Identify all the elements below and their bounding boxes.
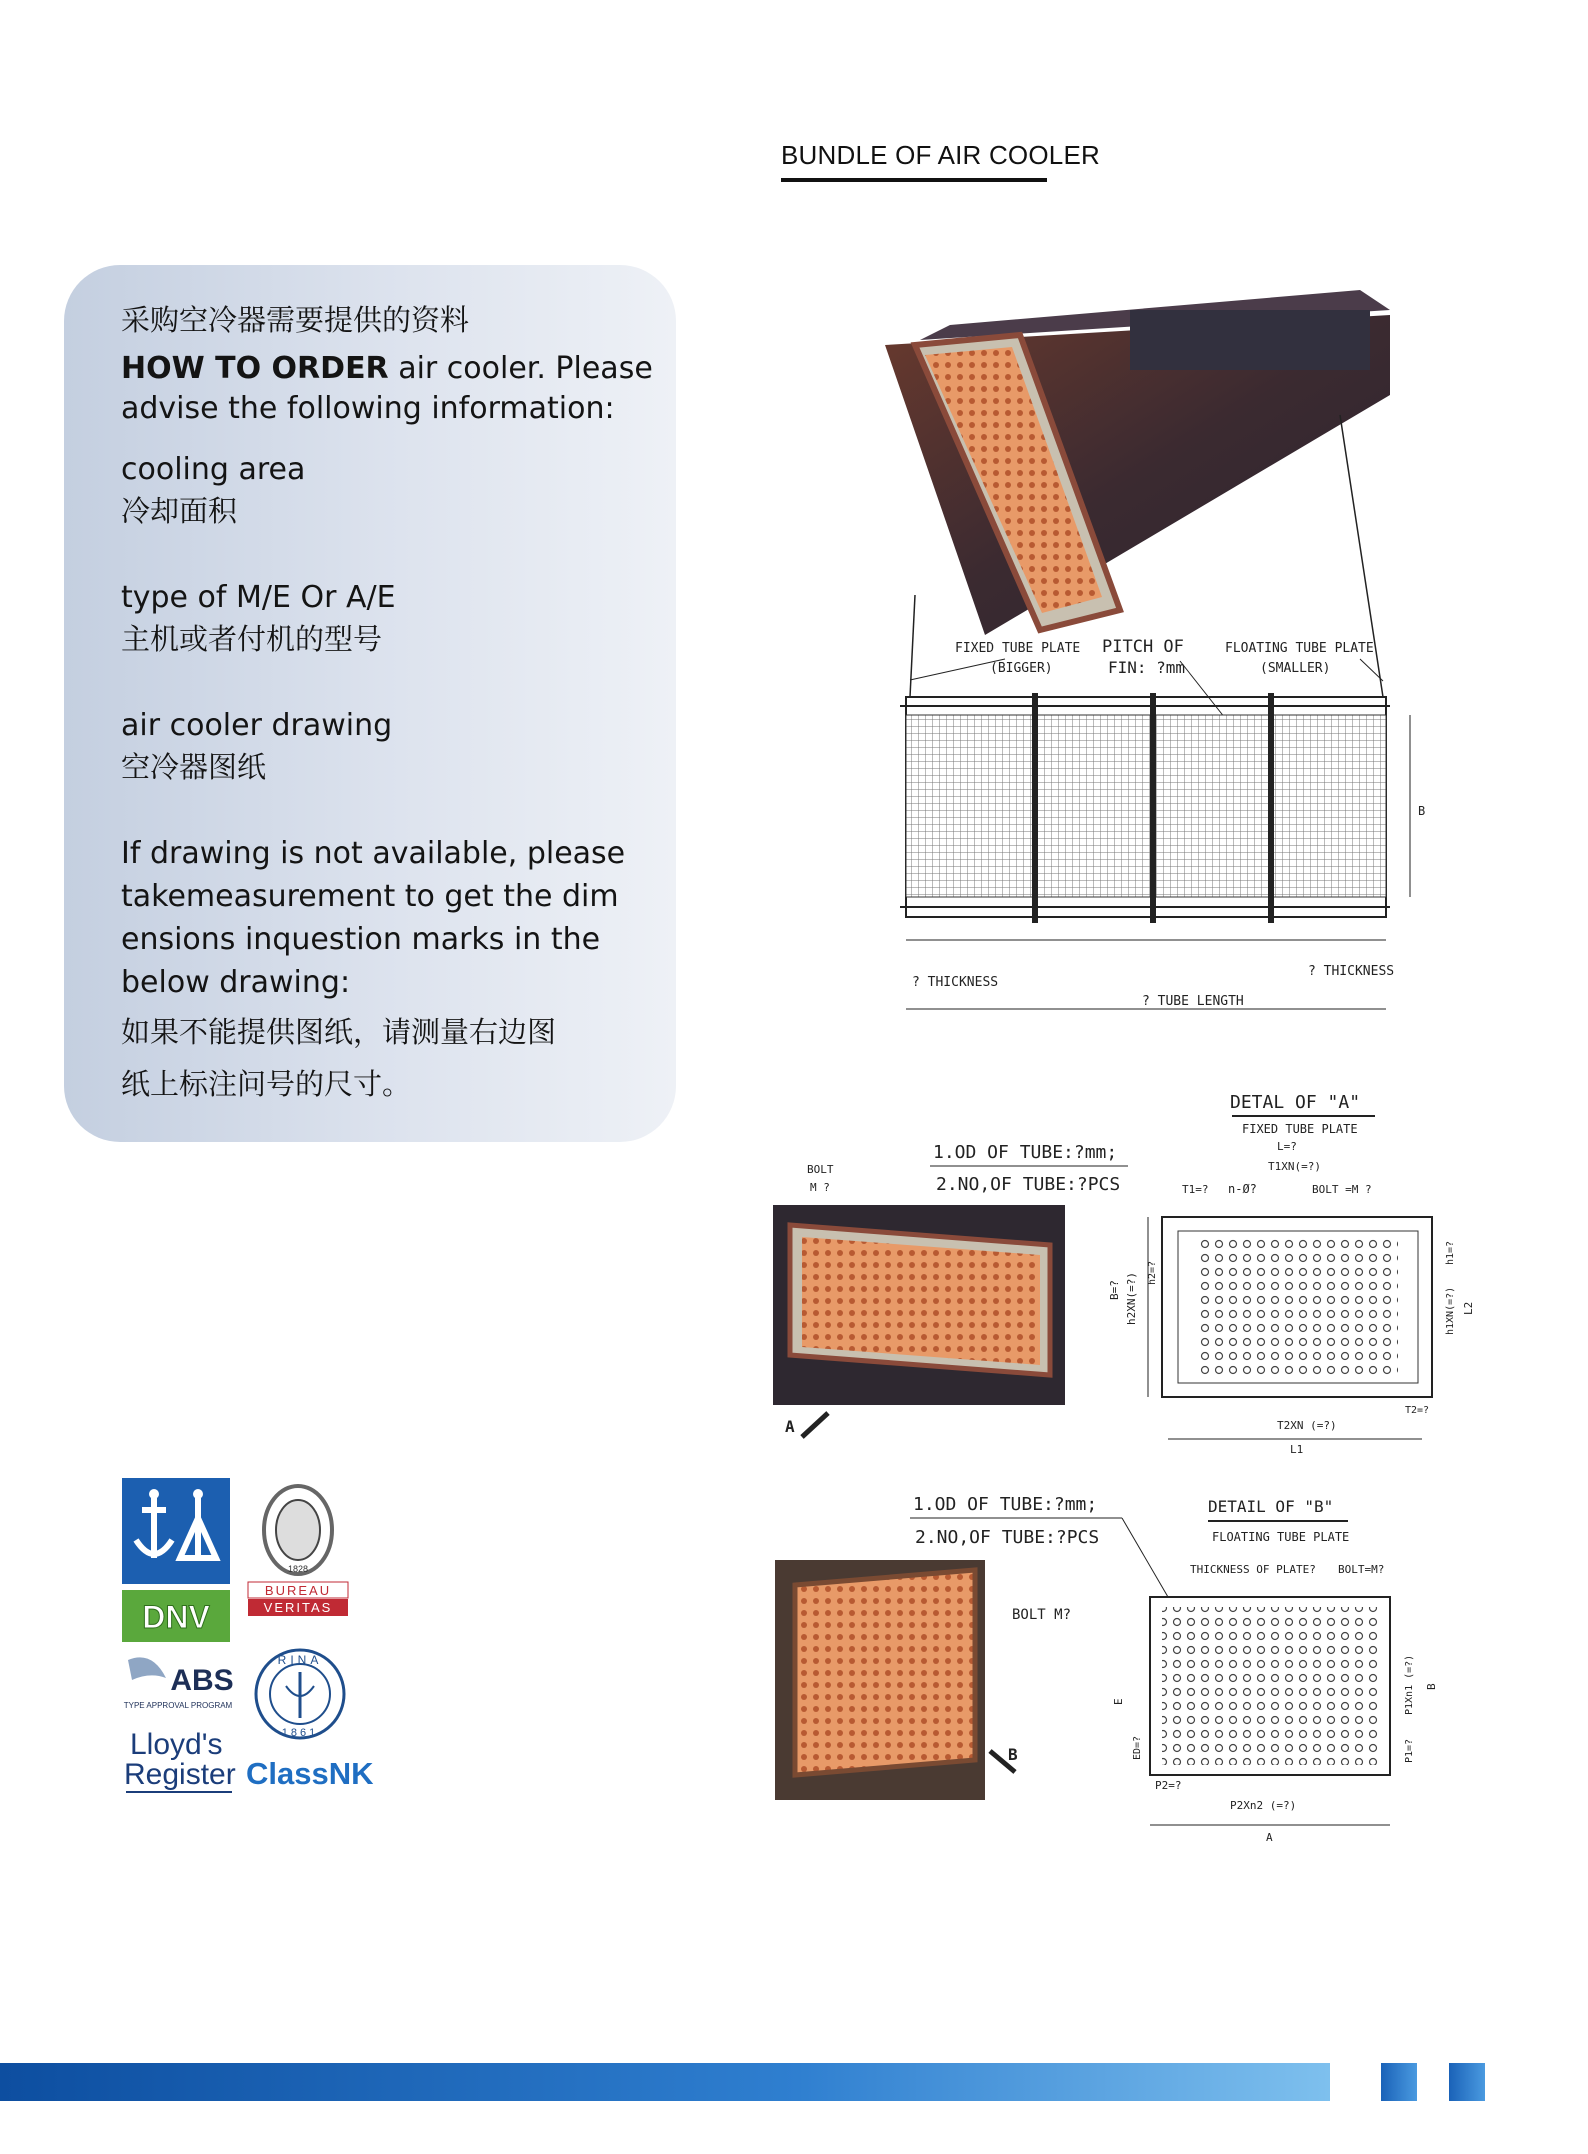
bv-top-text: BUREAU <box>264 1583 332 1598</box>
detail-b-e: E <box>1112 1698 1125 1705</box>
label-floating-plate-sub: (SMALLER) <box>1260 661 1331 676</box>
lloyds-text-1: Lloyd's <box>130 1728 223 1761</box>
detail-a-od: 1.OD OF TUBE:?mm; <box>933 1142 1118 1163</box>
footer-square-1 <box>1381 2063 1417 2101</box>
item-engine-type-zh: 主机或者付机的型号 <box>121 622 383 656</box>
detail-a-title: DETAL OF "A" <box>1230 1092 1361 1113</box>
detail-b-od: 1.OD OF TUBE:?mm; <box>913 1494 1098 1515</box>
detail-b-subtitle: FLOATING TUBE PLATE <box>1212 1530 1350 1544</box>
ordering-info-panel <box>64 265 676 1142</box>
classnk-text: ClassNK <box>246 1756 374 1791</box>
cooler-bundle-photo <box>885 290 1390 635</box>
dim-b: B <box>1418 804 1426 818</box>
note-en-line-1: If drawing is not available, please <box>121 836 626 871</box>
footer-bar <box>0 2063 1330 2101</box>
detail-a-t2xn: T2XN (=?) <box>1277 1419 1337 1432</box>
detail-a-h2: h2=? <box>1147 1260 1158 1285</box>
detail-b <box>775 1494 1438 1844</box>
detail-b-no: 2.NO,OF TUBE:?PCS <box>915 1527 1100 1548</box>
note-en-line-4: below drawing: <box>121 965 351 1000</box>
detail-a-h1: h1=? <box>1445 1240 1456 1265</box>
label-floating-plate: FLOATING TUBE PLATE <box>1225 641 1374 656</box>
label-tube-length: ? TUBE LENGTH <box>1142 994 1244 1009</box>
detail-b-p1: P1=? <box>1404 1738 1415 1763</box>
note-en-line-2: takemeasurement to get the dim <box>121 879 619 914</box>
detail-a-h2xn: h2XN(=?) <box>1125 1272 1138 1325</box>
dnv-logo <box>122 1590 230 1642</box>
detail-a-t1: T1=? <box>1182 1183 1209 1196</box>
bv-year: 1828 <box>287 1564 309 1574</box>
rina-text: RINA <box>277 1653 323 1667</box>
bundle-section-drawing <box>900 637 1425 1009</box>
item-cooling-area-zh: 冷却面积 <box>121 494 238 528</box>
label-fixed-plate: FIXED TUBE PLATE <box>955 641 1081 656</box>
label-pitch: PITCH OF <box>1102 637 1184 657</box>
bv-bottom-text: VERITAS <box>263 1600 333 1615</box>
rina-logo <box>252 1646 348 1742</box>
class-society-logos <box>122 1478 374 1808</box>
bureau-veritas-logo <box>246 1478 350 1618</box>
detail-a-h1xn: h1XN(=?) <box>1445 1286 1456 1335</box>
how-to-order-rest: air cooler. Please <box>388 351 653 386</box>
detail-b-arrow-label: B <box>1008 1745 1018 1764</box>
note-zh-line-1: 如果不能提供图纸，请测量右边图 <box>121 1015 557 1049</box>
item-drawing-zh: 空冷器图纸 <box>121 750 267 784</box>
detail-a-b: B=? <box>1108 1280 1121 1300</box>
detail-b-ed: ED=? <box>1132 1735 1143 1760</box>
dnv-text: DNV <box>142 1599 210 1635</box>
detail-a-bolt-m: M ? <box>810 1181 830 1194</box>
label-thickness-right: ? THICKNESS <box>1308 964 1395 979</box>
footer-square-2 <box>1449 2063 1485 2101</box>
how-to-order-line <box>121 349 653 390</box>
title-underline <box>781 178 1047 182</box>
label-pitch-sub: FIN: ?mm <box>1108 658 1186 677</box>
detail-a-bolt: BOLT <box>807 1163 834 1176</box>
detail-b-bolt-m: BOLT M? <box>1012 1607 1072 1623</box>
detail-b-p2xn2: P2Xn2 (=?) <box>1230 1799 1297 1812</box>
label-fixed-plate-sub: (BIGGER) <box>990 661 1053 676</box>
detail-a-t2: T2=? <box>1405 1405 1430 1416</box>
how-to-order-bold: HOW TO ORDER <box>121 351 389 386</box>
item-drawing-en: air cooler drawing <box>121 708 393 743</box>
detail-b-title: DETAIL OF "B" <box>1208 1497 1334 1516</box>
classnk-logo <box>242 1750 374 1794</box>
detail-a-l: L=? <box>1277 1140 1297 1153</box>
detail-a-n-phi: n-Ø? <box>1228 1182 1257 1196</box>
section-title: BUNDLE OF AIR COOLER <box>781 140 1100 170</box>
detail-a-subtitle: FIXED TUBE PLATE <box>1242 1122 1358 1136</box>
detail-b-bolt-eq: BOLT=M? <box>1338 1563 1385 1576</box>
item-cooling-area-en: cooling area <box>121 452 306 487</box>
detail-a-arrow-label: A <box>785 1417 795 1436</box>
anchor-logo <box>122 1478 230 1584</box>
detail-a-l2: L2 <box>1462 1301 1475 1315</box>
rina-year: 1861 <box>281 1727 319 1739</box>
detail-b-p2: P2=? <box>1155 1779 1182 1792</box>
detail-a-l1: L1 <box>1290 1443 1304 1456</box>
detail-b-b: B <box>1425 1683 1438 1690</box>
abs-subtext: TYPE APPROVAL PROGRAM <box>123 1701 233 1710</box>
lloyds-text-2: Register <box>124 1758 236 1791</box>
note-zh-line-2: 纸上标注问号的尺寸。 <box>121 1067 412 1101</box>
detail-b-p1xn1: P1Xn1 (=?) <box>1404 1654 1415 1715</box>
item-engine-type-en: type of M/E Or A/E <box>121 580 396 615</box>
abs-text: ABS <box>170 1664 234 1697</box>
detail-a-bolt-eq: BOLT =M ? <box>1312 1183 1372 1196</box>
detail-b-thickness: THICKNESS OF PLATE? <box>1190 1563 1316 1576</box>
detail-b-a: A <box>1266 1831 1273 1844</box>
how-to-order-line-2: advise the following information: <box>121 391 615 426</box>
note-en-line-3: ensions inquestion marks in the <box>121 922 601 957</box>
detail-a-t1xn: T1XN(=?) <box>1268 1160 1321 1173</box>
detail-a-no: 2.NO,OF TUBE:?PCS <box>936 1174 1121 1195</box>
detail-a <box>773 1092 1475 1456</box>
lloyds-register-logo <box>122 1722 240 1802</box>
panel-heading-zh: 采购空冷器需要提供的资料 <box>121 303 470 337</box>
label-thickness-left: ? THICKNESS <box>912 975 999 990</box>
abs-logo <box>122 1650 234 1712</box>
air-cooler-drawings <box>750 215 1510 1850</box>
